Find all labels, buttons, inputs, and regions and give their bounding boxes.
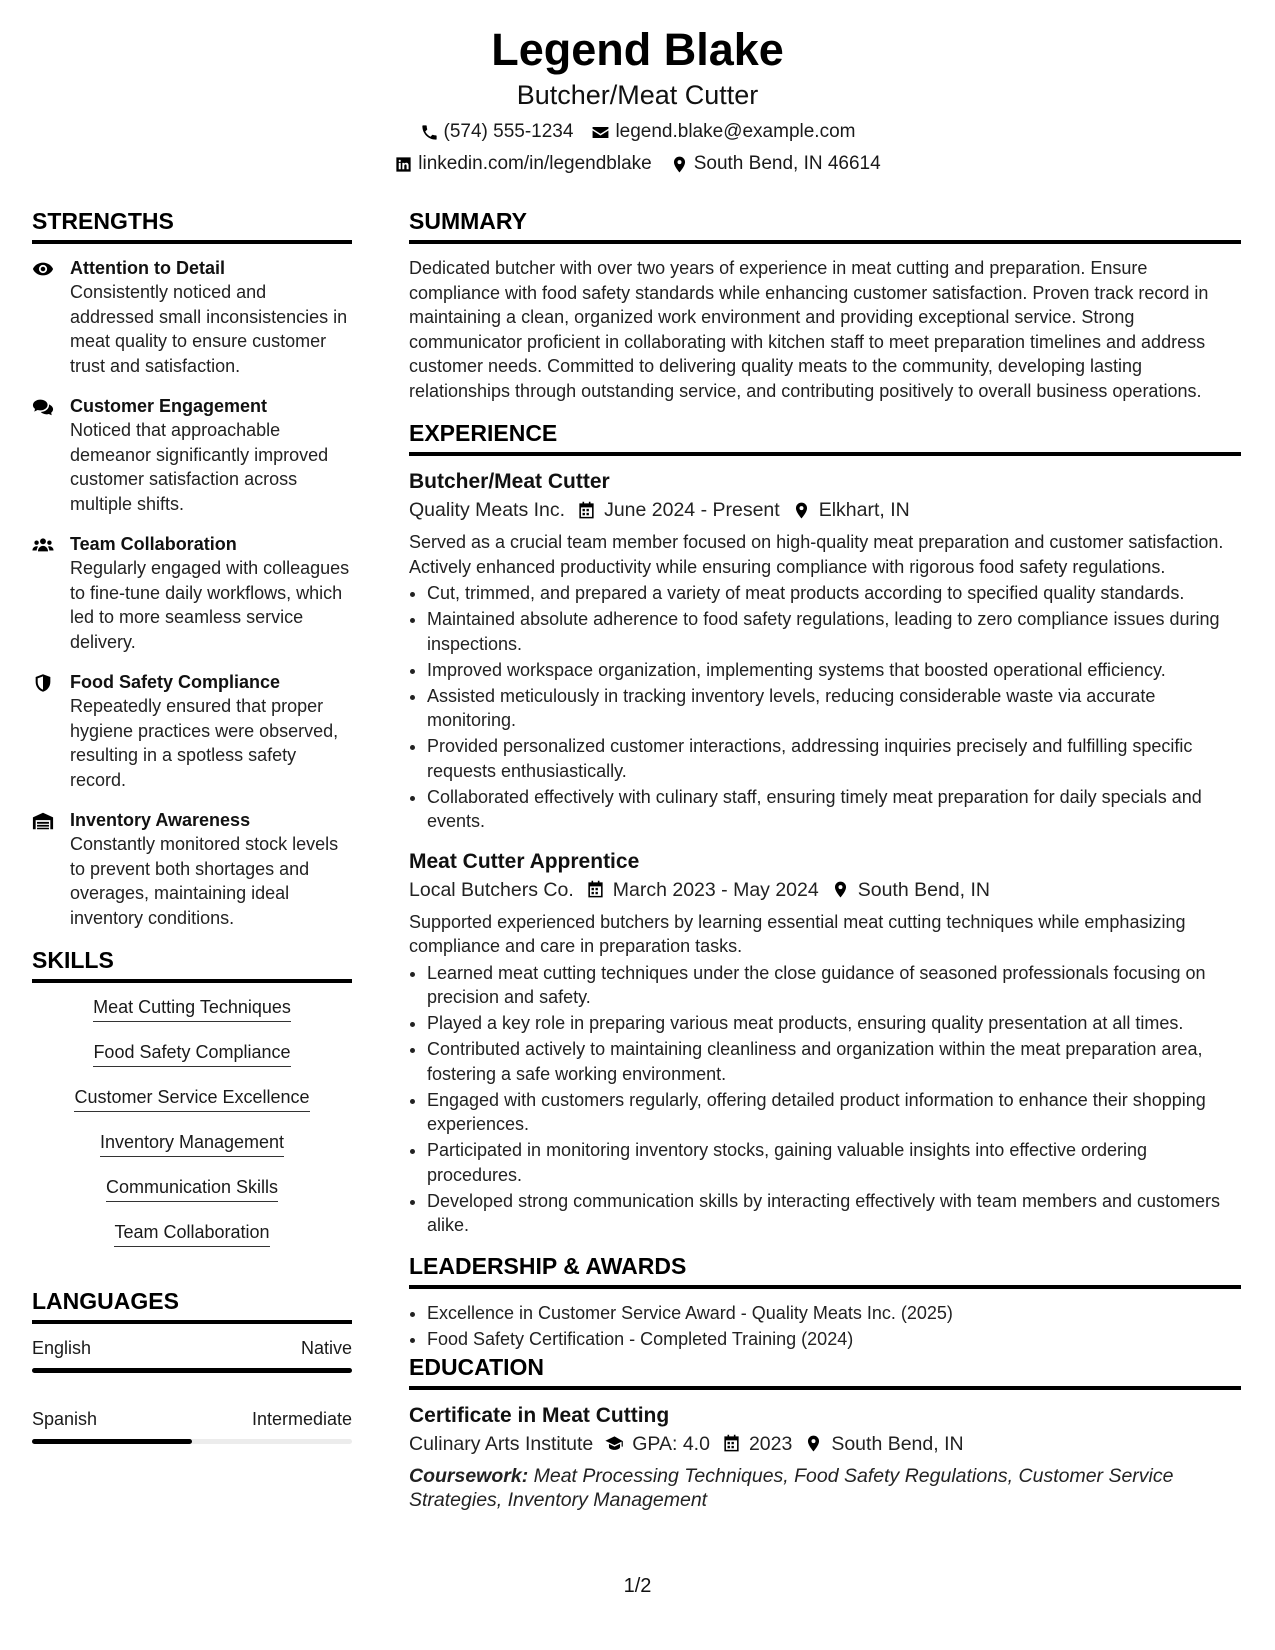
- strength-item: [32, 670, 352, 792]
- phone-text: (574) 555-1234: [443, 121, 574, 142]
- map-marker-icon: [792, 501, 811, 520]
- contact-email[interactable]: [591, 120, 855, 144]
- strength-item: [32, 256, 352, 378]
- coursework-label: Coursework:: [409, 1464, 529, 1487]
- award-item: • Excellence in Customer Service Award - Quality Meats Inc. (2025): [427, 1301, 1241, 1326]
- school-name: Culinary Arts Institute: [409, 1432, 594, 1455]
- education-gpa: GPA: 4.0: [632, 1432, 710, 1455]
- job-location: Elkhart, IN: [818, 499, 910, 521]
- education-location: South Bend, IN: [831, 1432, 964, 1455]
- strength-title: Food Safety Compliance: [70, 672, 281, 692]
- language-proficiency-fill: [32, 1368, 352, 1373]
- eye-icon: [32, 259, 54, 279]
- bullet-item: • Collaborated effectively with culinary staff, ensuring timely meat preparation for daily specials and events.: [427, 785, 1241, 834]
- language-item: [32, 1336, 352, 1373]
- skill-item: Team Collaboration: [114, 1220, 269, 1247]
- contact-linkedin[interactable]: [394, 152, 651, 176]
- calendar-icon: [577, 501, 596, 520]
- education-entry: [409, 1402, 1241, 1513]
- language-proficiency-bar: [32, 1368, 352, 1373]
- language-proficiency-fill: [32, 1439, 192, 1444]
- strength-item: [32, 808, 352, 930]
- warehouse-icon: [32, 811, 54, 831]
- experience-entry: [409, 468, 1241, 834]
- skill-item: Inventory Management: [100, 1130, 284, 1157]
- bullet-item: • Assisted meticulously in tracking inventory levels, reducing considerable waste via accurate monitoring.: [427, 684, 1241, 733]
- location-text: South Bend, IN 46614: [693, 153, 881, 174]
- job-bullets: [409, 961, 1241, 1238]
- skill-item: Communication Skills: [106, 1175, 278, 1202]
- resume-header: [0, 22, 1275, 176]
- strength-item: [32, 532, 352, 654]
- calendar-icon: [586, 880, 605, 899]
- strength-title: Customer Engagement: [70, 396, 268, 416]
- contact-phone: [420, 120, 574, 144]
- bullet-item: • Improved workspace organization, implementing systems that boosted operational efficiency.: [427, 658, 1241, 683]
- language-name: Spanish: [32, 1409, 98, 1429]
- bullet-item: • Contributed actively to maintaining cleanliness and organization within the meat preparation area, fostering a safe working environment.: [427, 1037, 1241, 1086]
- comments-icon: [32, 397, 54, 417]
- language-item: [32, 1407, 352, 1444]
- languages-heading: LANGUAGES: [32, 1287, 352, 1324]
- job-description: Served as a crucial team member focused on high-quality meat preparation and customer satisfaction. Actively enhanced productivity while ensuring compliance with rigorous food safety regulations.: [409, 532, 1224, 577]
- job-location: South Bend, IN: [857, 878, 990, 901]
- language-level: Intermediate: [251, 1409, 352, 1429]
- bullet-item: • Played a key role in preparing various meat products, ensuring quality presentation at all times.: [427, 1011, 1241, 1036]
- envelope-icon: [591, 123, 610, 142]
- skill-item: Food Safety Compliance: [93, 1040, 290, 1067]
- users-icon: [32, 535, 54, 555]
- graduation-cap-icon: [605, 1434, 624, 1453]
- company-name: Quality Meats Inc.: [409, 499, 566, 521]
- bullet-item: • Cut, trimmed, and prepared a variety of meat products according to specified quality standards.: [427, 581, 1241, 606]
- language-name: English: [32, 1338, 92, 1358]
- linkedin-text[interactable]: linkedin.com/in/legendblake: [418, 153, 652, 174]
- strength-description: Constantly monitored stock levels to prevent both shortages and overages, maintaining ideal inventory conditions.: [70, 834, 339, 928]
- bullet-item: • Engaged with customers regularly, offering detailed product information to enhance their shopping experiences.: [427, 1088, 1241, 1137]
- strength-title: Team Collaboration: [70, 534, 237, 554]
- shield-icon: [32, 673, 54, 693]
- language-level: Native: [300, 1338, 352, 1358]
- education-year: 2023: [748, 1432, 793, 1455]
- job-description: Supported experienced butchers by learning essential meat cutting techniques while emphasizing compliance and care in preparation tasks.: [409, 911, 1186, 956]
- job-title: Butcher/Meat Cutter: [409, 470, 610, 493]
- strength-item: [32, 394, 352, 516]
- skills-heading: SKILLS: [32, 946, 352, 983]
- job-meta: [409, 496, 1241, 524]
- candidate-title: Butcher/Meat Cutter: [516, 80, 759, 110]
- linkedin-icon: [394, 155, 413, 174]
- bullet-item: • Learned meat cutting techniques under the close guidance of seasoned professionals focusing on precision and safety.: [427, 961, 1241, 1010]
- summary-text: Dedicated butcher with over two years of experience in meat cutting and preparation. Ensure compliance with food safety standards while enhancing customer satisfaction. Proven track record in maintaining a clean, organized work environment and providing exceptional service. Strong communicator proficient in collaborating with kitchen staff to meet preparation timelines and address customer needs. Committed to delivering quality meats to the community, developing lasting relationships through outstanding service, and contributing positively to overall business operations.: [409, 258, 1209, 401]
- strength-description: Noticed that approachable demeanor significantly improved customer satisfaction across multiple shifts.: [70, 420, 329, 514]
- job-dates: June 2024 - Present: [604, 499, 780, 521]
- degree-title: Certificate in Meat Cutting: [409, 1403, 670, 1427]
- strength-title: Attention to Detail: [70, 258, 225, 278]
- experience-entry: [409, 848, 1241, 1238]
- skill-item: Meat Cutting Techniques: [93, 995, 291, 1022]
- awards-heading: LEADERSHIP & AWARDS: [409, 1252, 1241, 1289]
- strength-title: Inventory Awareness: [70, 810, 251, 830]
- strengths-list: [32, 256, 352, 930]
- coursework: [409, 1464, 1241, 1513]
- right-column: [409, 207, 1241, 1513]
- email-text[interactable]: legend.blake@example.com: [615, 121, 856, 142]
- job-bullets: [409, 581, 1241, 834]
- award-item: • Food Safety Certification - Completed Training (2024): [427, 1327, 1241, 1352]
- bullet-item: • Provided personalized customer interactions, addressing inquiries precisely and fulfilling specific requests enthusiastically.: [427, 734, 1241, 783]
- experience-heading: EXPERIENCE: [409, 419, 1241, 456]
- page-number: 1/2: [623, 1575, 652, 1597]
- language-proficiency-bar: [32, 1439, 352, 1444]
- strengths-heading: STRENGTHS: [32, 207, 352, 244]
- bullet-item: • Developed strong communication skills by interacting effectively with team members and customers alike.: [427, 1189, 1241, 1238]
- map-marker-icon: [831, 880, 850, 899]
- job-meta: [409, 876, 1241, 904]
- coursework-text: Meat Processing Techniques, Food Safety Regulations, Customer Service Strategies, Inventory Management: [409, 1464, 1174, 1511]
- strength-description: Consistently noticed and addressed small inconsistencies in meat quality to ensure customer trust and satisfaction.: [70, 282, 348, 376]
- company-name: Local Butchers Co.: [409, 878, 574, 901]
- calendar-icon: [722, 1434, 741, 1453]
- job-dates: March 2023 - May 2024: [612, 878, 819, 901]
- strength-description: Repeatedly ensured that proper hygiene practices were observed, resulting in a spotless safety record.: [70, 696, 339, 790]
- left-column: [32, 207, 352, 1462]
- phone-icon: [420, 123, 439, 142]
- strength-description: Regularly engaged with colleagues to fine-tune daily workflows, which led to more seamless service delivery.: [70, 558, 350, 652]
- education-heading: EDUCATION: [409, 1353, 1241, 1390]
- awards-list: [409, 1301, 1241, 1352]
- summary-heading: SUMMARY: [409, 207, 1241, 244]
- candidate-name: Legend Blake: [491, 24, 784, 75]
- contact-row-1: [0, 120, 1275, 144]
- contact-location: [670, 152, 881, 176]
- education-meta: [409, 1430, 1241, 1458]
- map-marker-icon: [670, 155, 689, 174]
- map-marker-icon: [804, 1434, 823, 1453]
- contact-row-2: [0, 152, 1275, 176]
- bullet-item: • Maintained absolute adherence to food safety regulations, leading to zero compliance issues during inspections.: [427, 607, 1241, 656]
- skill-item: Customer Service Excellence: [74, 1085, 309, 1112]
- job-title: Meat Cutter Apprentice: [409, 849, 640, 873]
- languages-list: [32, 1336, 352, 1444]
- bullet-item: • Participated in monitoring inventory stocks, gaining valuable insights into effective ordering procedures.: [427, 1138, 1241, 1187]
- skills-list: [32, 995, 352, 1265]
